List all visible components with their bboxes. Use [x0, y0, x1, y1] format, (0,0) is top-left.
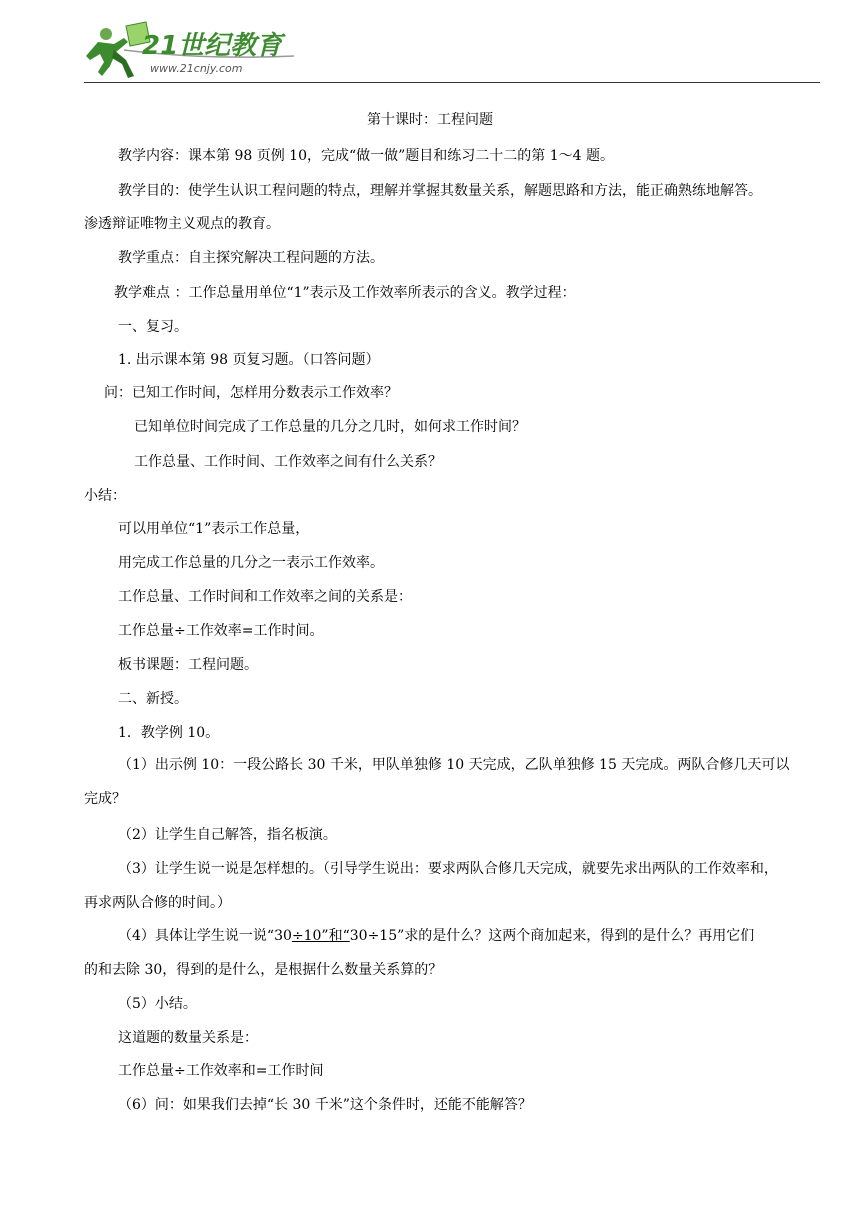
step-3: （3）让学生说一说是怎样想的。（引导学生说出：要求两队合修几天完成，就要先求出两队的工作效率和， — [118, 861, 778, 877]
section-review: 一、复习。 — [118, 319, 188, 335]
step-1: （1）出示例 10：一段公路长 30 千米，甲队单独修 10 天完成，乙队单独修 15 天完成。两队合修几天可以 — [118, 757, 790, 773]
step-4-part-1: （4）具体让学生说一说“30 — [118, 928, 292, 944]
question-2: 已知单位时间完成了工作总量的几分之几时，如何求工作时间？ — [134, 419, 526, 435]
step-2: （2）让学生自己解答，指名板演。 — [118, 827, 337, 843]
21cnjy-logo-icon — [84, 20, 304, 82]
summary-line-1: 可以用单位“1”表示工作总量， — [118, 521, 310, 537]
step-5: （5）小结。 — [118, 996, 197, 1012]
logo-url: www.21cnjy.com — [150, 62, 243, 75]
teaching-difficulty: 教学难点 ：工作总量用单位“1”表示及工作效率所表示的含义。教学过程： — [114, 285, 576, 301]
step-4 — [118, 926, 754, 946]
step-1-cont: 完成？ — [84, 791, 126, 807]
summary-line-3: 工作总量、工作时间和工作效率之间的关系是： — [118, 589, 412, 605]
logo-text: 21世纪教育 — [142, 31, 283, 61]
question-3: 工作总量、工作时间、工作效率之间有什么关系？ — [134, 454, 442, 470]
section-new: 二、新授。 — [118, 691, 188, 707]
summary-line-2: 用完成工作总量的几分之一表示工作效率。 — [118, 555, 384, 571]
teaching-focus: 教学重点：自主探究解决工程问题的方法。 — [118, 250, 384, 266]
teaching-content: 教学内容：课本第 98 页例 10，完成“做一做”题目和练习二十二的第 1～4 题。 — [118, 148, 615, 164]
question-1: 问：已知工作时间，怎样用分数表示工作效率？ — [104, 385, 398, 401]
example-10: 1．教学例 10。 — [118, 725, 220, 741]
review-item-1: 1. 出示课本第 98 页复习题。（口答问题） — [118, 352, 380, 368]
step-4-part-3: 30÷15”求的是什么？这两个商加起来，得到的是什么？再用它们 — [349, 928, 755, 944]
teaching-goal: 教学目的：使学生认识工程问题的特点，理解并掌握其数量关系，解题思路和方法，能正确熟练地解答。 — [118, 183, 762, 199]
page-header — [84, 20, 820, 84]
header-divider — [84, 82, 820, 83]
relation-label: 这道题的数量关系是： — [118, 1030, 258, 1046]
step-6: （6）问：如果我们去掉“长 30 千米”这个条件时，还能不能解答？ — [118, 1097, 532, 1113]
formula-2: 工作总量÷工作效率和=工作时间 — [118, 1063, 324, 1079]
step-3-cont: 再求两队合修的时间。） — [84, 895, 231, 911]
board-title: 板书课题：工程问题。 — [118, 657, 258, 673]
page-title: 第十课时：工程问题 — [367, 112, 493, 128]
formula-1: 工作总量÷工作效率=工作时间。 — [118, 623, 324, 639]
step-4-cont: 的和去除 30，得到的是什么，是根据什么数量关系算的？ — [84, 962, 443, 978]
teaching-goal-cont: 渗透辩证唯物主义观点的教育。 — [84, 216, 280, 232]
summary-label: 小结： — [84, 488, 126, 504]
step-4-underlined: ÷10”和“ — [291, 928, 350, 944]
